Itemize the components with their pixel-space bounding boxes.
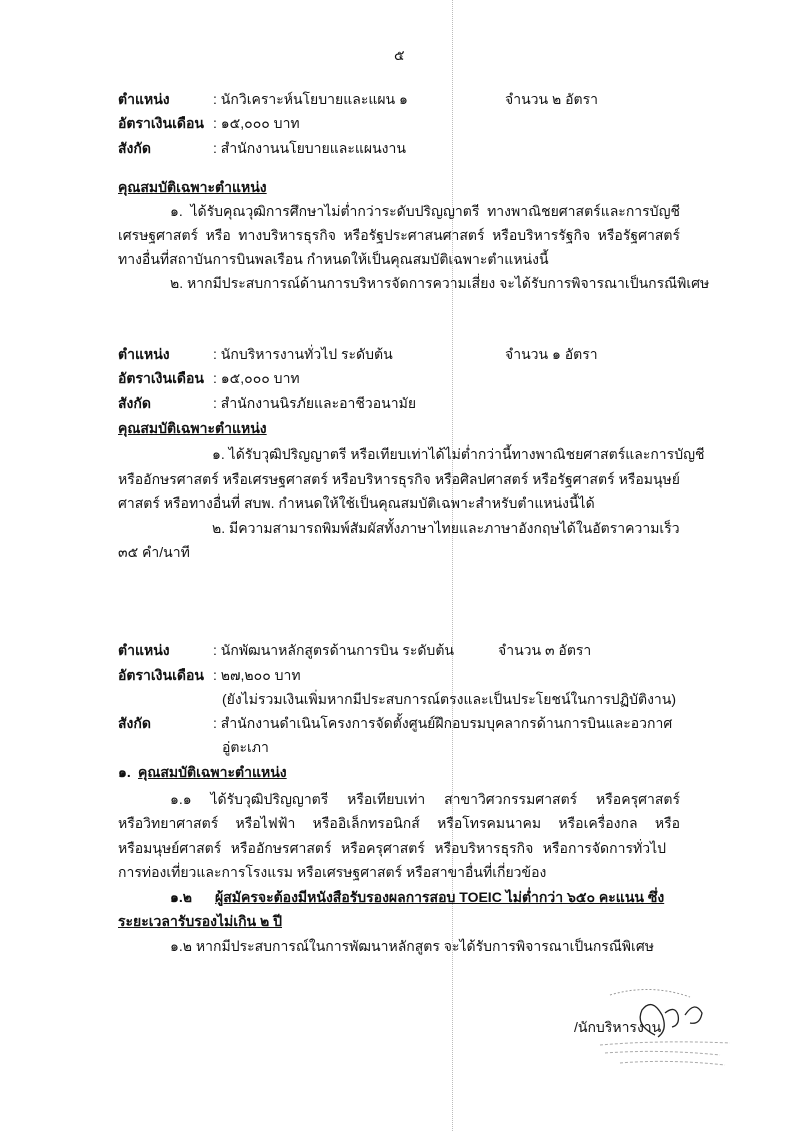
qualification-line: เศรษฐศาสตร์ หรือ ทางบริหารธุรกิจ หรือรัฐประศาสนศาสตร์ หรือบริหารรัฐกิจ หรือรัฐศาสตร์ bbox=[118, 227, 680, 243]
qualification-line: ๑. ได้รับคุณวุฒิการศึกษาไม่ต่ำกว่าระดับปริญญาตรี ทางพาณิชยศาสตร์และการบัญชี bbox=[170, 203, 680, 219]
toeic-number: ๑.๒ bbox=[170, 889, 193, 905]
position-count: จำนวน ๒ อัตรา bbox=[505, 91, 598, 107]
qualification-heading: คุณสมบัติเฉพาะตำแหน่ง bbox=[118, 420, 267, 436]
qualification-line: หรือวิทยาศาสตร์ หรือไฟฟ้า หรืออิเล็กทรอนิกส์ หรือโทรคมนาคม หรือเครื่องกล หรือ bbox=[118, 815, 680, 831]
affiliation-value: : สำนักงานนิรภัยและอาชีวอนามัย bbox=[213, 395, 417, 411]
position-value: : นักพัฒนาหลักสูตรด้านการบิน ระดับต้น bbox=[213, 642, 454, 658]
affiliation-value: : สำนักงานนโยบายและแผนงาน bbox=[213, 140, 406, 156]
qualification-line: การท่องเที่ยวและการโรงแรม หรือเศรษฐศาสตร์ หรือสาขาอื่นที่เกี่ยวข้อง bbox=[118, 864, 547, 880]
qualification-line: หรือมนุษย์ศาสตร์ หรืออักษรศาสตร์ หรือครุศาสตร์ หรือบริหารธุรกิจ หรือการจัดการทั่วไป bbox=[118, 840, 666, 856]
qualification-line: ศาสตร์ หรือทางอื่นที่ สบพ. กำหนดให้ใช้เป็นคุณสมบัติเฉพาะสำหรับตำแหน่งนี้ได้ bbox=[118, 495, 595, 511]
affiliation-label: สังกัด bbox=[118, 715, 151, 731]
position-label: ตำแหน่ง bbox=[118, 91, 170, 107]
affiliation-value: : สำนักงานดำเนินโครงการจัดตั้งศูนย์ฝึกอบรมบุคลากรด้านการบินและอวกาศ bbox=[213, 715, 673, 731]
qualification-heading: คุณสมบัติเฉพาะตำแหน่ง bbox=[118, 179, 267, 195]
toeic-requirement-continued: ระยะเวลารับรองไม่เกิน ๒ ปี bbox=[118, 913, 283, 929]
position-value: : นักบริหารงานทั่วไป ระดับต้น bbox=[213, 346, 393, 362]
affiliation-label: สังกัด bbox=[118, 395, 151, 411]
qualification-line: ๑. ได้รับวุฒิปริญญาตรี หรือเทียบเท่าได้ไม่ต่ำกว่านี้ทางพาณิชยศาสตร์และการบัญชี bbox=[212, 446, 705, 462]
qualification-line: ๑.๑ ได้รับวุฒิปริญญาตรี หรือเทียบเท่า สาขาวิศวกรรมศาสตร์ หรือครุศาสตร์ bbox=[170, 791, 680, 807]
position-count: จำนวน ๑ อัตรา bbox=[505, 346, 598, 362]
qualification-line: ๑.๒ หากมีประสบการณ์ในการพัฒนาหลักสูตร จะได้รับการพิจารณาเป็นกรณีพิเศษ bbox=[170, 938, 654, 954]
affiliation-label: สังกัด bbox=[118, 140, 151, 156]
position-count: จำนวน ๓ อัตรา bbox=[498, 642, 592, 658]
qualification-line: ๒. หากมีประสบการณ์ด้านการบริหารจัดการความเสี่ยง จะได้รับการพิจารณาเป็นกรณีพิเศษ bbox=[170, 275, 710, 291]
toeic-requirement: ผู้สมัครจะต้องมีหนังสือรับรองผลการสอบ TOEIC ไม่ต่ำกว่า ๖๕๐ คะแนน ซึ่ง bbox=[215, 889, 665, 905]
page-number: ๕ bbox=[394, 47, 405, 63]
qualification-line: ๓๕ คำ/นาที bbox=[118, 544, 190, 560]
signature-stamp bbox=[574, 985, 740, 1080]
qualification-heading: คุณสมบัติเฉพาะตำแหน่ง bbox=[138, 764, 287, 780]
position-label: ตำแหน่ง bbox=[118, 642, 170, 658]
salary-value: : ๑๕,๐๐๐ บาท bbox=[213, 115, 300, 131]
salary-label: อัตราเงินเดือน bbox=[118, 667, 204, 683]
scan-fold-line bbox=[452, 0, 453, 1131]
position-value: : นักวิเคราะห์นโยบายและแผน ๑ bbox=[213, 91, 408, 107]
affiliation-value-continued: อู่ตะเภา bbox=[222, 739, 269, 755]
signature-title: /นักบริหารงาน bbox=[574, 1019, 662, 1035]
salary-value: : ๒๗,๒๐๐ บาท bbox=[213, 667, 301, 683]
salary-label: อัตราเงินเดือน bbox=[118, 115, 204, 131]
qualification-heading-number: ๑. bbox=[118, 764, 131, 780]
salary-note: (ยังไม่รวมเงินเพิ่มหากมีประสบการณ์ตรงและเป็นประโยชน์ในการปฏิบัติงาน) bbox=[222, 691, 677, 707]
qualification-line: หรืออักษรศาสตร์ หรือเศรษฐศาสตร์ หรือบริหารธุรกิจ หรือศิลปศาสตร์ หรือรัฐศาสตร์ หรือมนุษย์ bbox=[118, 471, 680, 487]
salary-value: : ๑๕,๐๐๐ บาท bbox=[213, 370, 300, 386]
qualification-line: ๒. มีความสามารถพิมพ์สัมผัสทั้งภาษาไทยและภาษาอังกฤษได้ในอัตราความเร็ว bbox=[212, 520, 680, 536]
salary-label: อัตราเงินเดือน bbox=[118, 370, 204, 386]
position-label: ตำแหน่ง bbox=[118, 346, 170, 362]
qualification-line: ทางอื่นที่สถาบันการบินพลเรือน กำหนดให้เป็นคุณสมบัติเฉพาะตำแหน่งนี้ bbox=[118, 251, 549, 267]
